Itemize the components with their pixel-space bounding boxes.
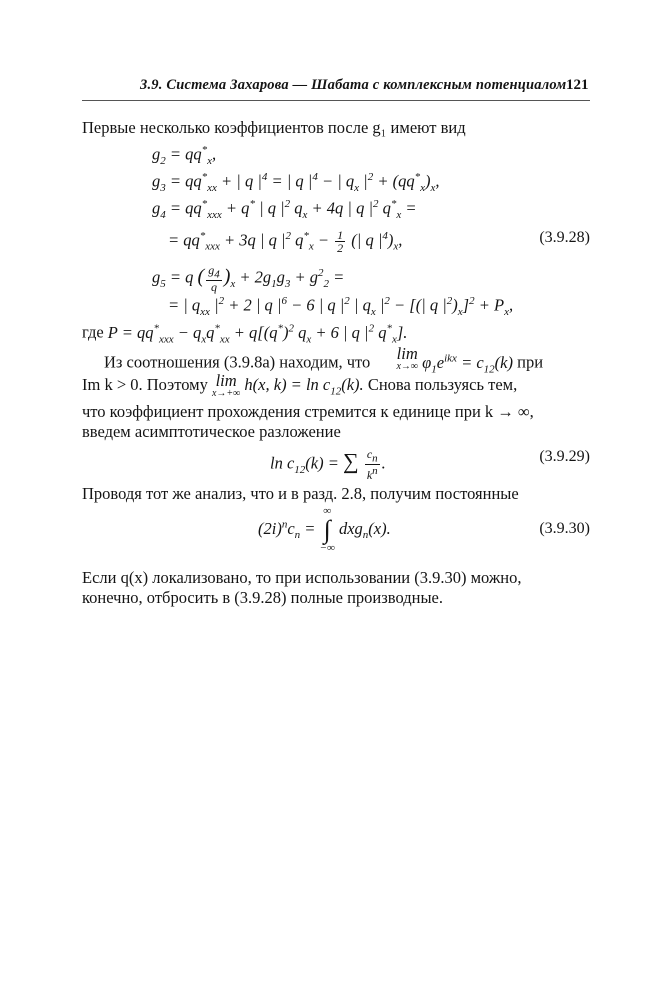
definition-P-lead: где <box>82 322 104 342</box>
equation-g5-cont: = | $q_{xx}$ $|^2 + 2$ | q $|^6 - 6$ | q $|^2$ | $q_x$ $|^2$ − [(| q $|^2)_x]^2 + P_x$, <box>168 295 514 318</box>
equation-number-3-9-28: (3.9.28) <box>539 229 590 246</box>
paragraph-relation: Из соотношения (3.9.8а) находим, что lim x→∞ $\varphi_1e^{ikx} = c_{12}(k)$ при <box>104 344 544 375</box>
paragraph-relation-tail: при <box>517 352 544 372</box>
equation-g2: $g_2 = qq^*_x$, <box>152 144 217 167</box>
equation-number-3-9-30: (3.9.30) <box>539 520 590 537</box>
definition-P: где $P = qq^*_{xxx} - q_xq^*_{xx} + q[(q^*)^2$ $q_x + 6$ | q $|^2$ $q^*_x$]. <box>82 322 408 345</box>
paragraph-expansion: введем асимптотическое разложение <box>82 422 341 441</box>
header-rule <box>82 100 590 101</box>
paragraph-limit-tail: Снова пользуясь тем, <box>367 375 518 394</box>
paragraph-intro: Первые несколько коэффициентов после g₁ имеют вид <box>82 118 466 137</box>
paragraph-localized: Если q(x) локализовано, то при использовании (3.9.30) можно, <box>82 568 522 587</box>
page-number: 121 <box>566 77 589 93</box>
paragraph-transmission: что коэффициент прохождения стремится к единице при k → ∞, <box>82 402 534 421</box>
equation-3-9-30: $(2i)^nc_n$ = ∞ ∫ −∞ dxg$_n$(x). <box>258 505 391 554</box>
equation-3-9-29: $\ln c_{12}(k)$ = ∑ $\frac{c_n}{k^n}$ . <box>270 447 386 483</box>
paragraph-limit: Im k > 0. Поэтому lim x→+∞ h(x, $k) = \ln c_{12}(k)$. Снова пользуясь тем, <box>82 371 518 399</box>
paragraph-conclusion: конечно, отбросить в (3.9.28) полные производные. <box>82 588 443 607</box>
paragraph-limit-lead: Im k > 0. Поэтому <box>82 375 208 394</box>
equation-g4-cont: = $qq^*_{xxx} + 3q$ | q $|^2$ $q^*_x$ − $\frac{1}{2}$ (| q $|^4)_x$, <box>168 228 403 255</box>
paragraph-relation-lead: Из соотношения (3.9.8а) находим, что <box>104 352 371 372</box>
running-header-title: 3.9. Система Захарова — Шабата с комплексным потенциалом <box>140 77 567 93</box>
equation-g4: $g_4 = qq^*_{xxx} + q^*$ | q $|^2$ $q_x + 4q$ | q $|^2$ $q^*_x$ = <box>152 198 417 221</box>
equation-g3: $g_3 = qq^*_{xx}$ + | q $|^4$ = | q $|^4$ − | $q_x$ $|^2 + (qq^*_x)_x$, <box>152 171 440 194</box>
equation-number-3-9-29: (3.9.29) <box>539 448 590 465</box>
equation-g5: $g_5 = q$ ( $\frac{g_4}{q}$ )$_x + 2g_1g_3 + g^2_2$ = <box>152 263 345 295</box>
paragraph-analysis: Проводя тот же анализ, что и в разд. 2.8, получим постоянные <box>82 484 519 503</box>
